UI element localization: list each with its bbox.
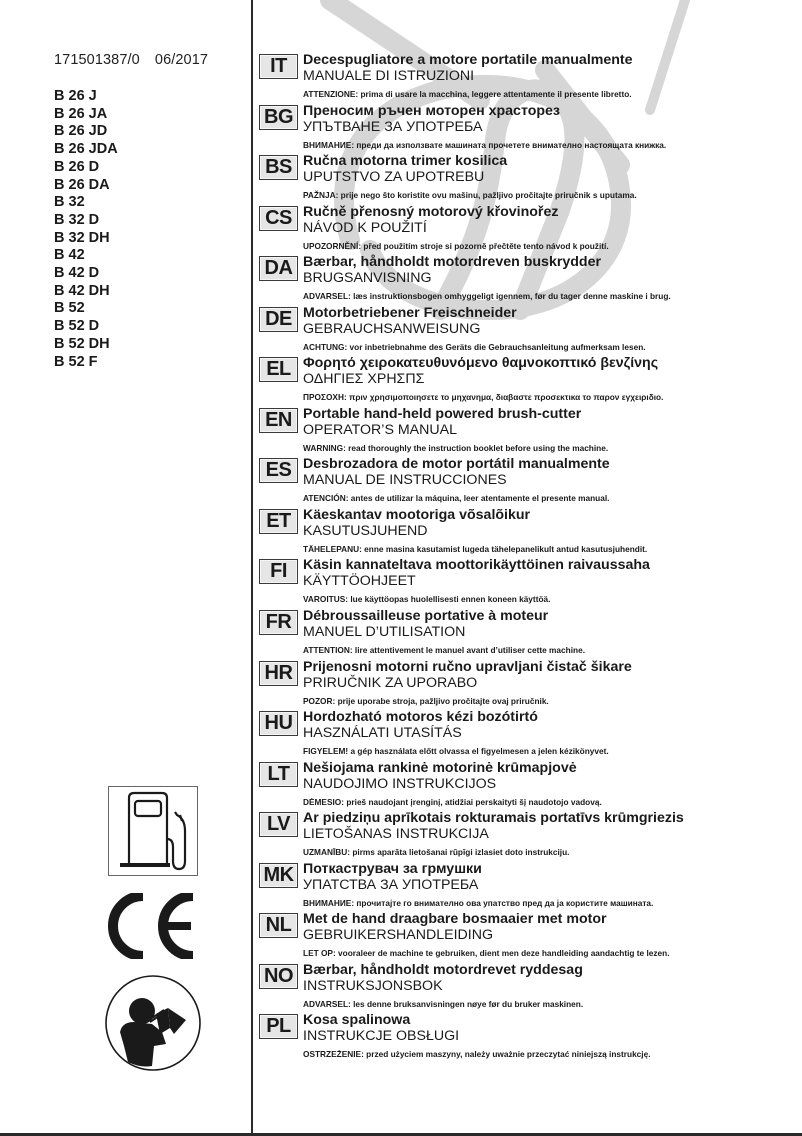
manual-name: GEBRAUCHSANWEISUNG [303,320,481,337]
language-section-it [259,53,799,104]
manual-name: UPUTSTVO ZA UPOTREBU [303,169,485,186]
warning-body: lire attentivement le manuel avant d’utiliser cette machine. [352,645,586,656]
product-title: Decespugliatore a motore portatile manualmente [303,52,633,68]
doc-ref-code: 171501387/0 [54,52,140,68]
language-code-badge: EN [259,408,298,433]
warning-label: UPOZORNĚNÍ: [303,240,362,251]
language-code-badge: BS [259,155,298,180]
model-item: B 42 DH [54,282,110,299]
product-title: Φορητό χειροκατευθυνόμενο θαμνοκοπτικό βενζίνης [303,355,659,372]
warning-body: vooraleer de machine te gebruiken, dient men deze handleiding aandachtig te lezen. [335,948,670,959]
product-title: Motorbetriebener Freischneider [303,304,517,321]
product-title: Prijenosni motorni ručno upravljani čistač šikare [303,658,632,675]
manual-name: NÁVOD K POUŽITÍ [303,219,427,236]
warning-label: ACHTUNG: [303,341,348,352]
doc-date: 06/2017 [154,52,209,68]
language-section-lv [259,811,799,862]
language-section-de [259,306,799,357]
warning-text [303,493,610,503]
language-code-badge: DA [259,256,298,281]
manual-name: BRUGSANVISNING [303,270,432,287]
warning-text [303,696,632,706]
left-column [54,52,244,371]
warning-label: ADVARSEL: [303,998,351,1009]
product-title: Kosa spalinowa [303,1012,411,1029]
warning-label: ВНИМАНИЕ: [303,139,355,150]
manual-name: HASZNÁLATI UTASÍTÁS [303,725,462,742]
language-code-badge: BG [259,105,298,130]
product-title: Hordozható motoros kézi bozótirtó [303,709,538,726]
warning-label: DĖMESIO: [303,796,345,807]
warning-body: prije nego što koristite ovu mašinu, pažljivo pročitajte priručnik s uputama. [338,190,637,201]
product-title: Преносим ръчен моторен храсторез [303,102,560,119]
warning-body: před použitím stroje si pozorně přečtěte tento návod k použití. [361,240,609,251]
model-item: B 26 JA [54,105,108,122]
language-section-fr [259,609,799,660]
warning-label: OSTRZEŻENIE: [303,1049,364,1060]
warning-body: read thoroughly the instruction booklet before using the machine. [345,442,609,453]
model-item: B 32 D [54,211,100,228]
language-code-badge: IT [259,54,298,79]
warning-body: прочитајте го внимателно ова упатство пред да ја користите машината. [354,897,654,908]
warning-body: enne masina kasutamist lugeda tähelepanelikult antud kasutusjuhendit. [361,543,648,554]
manual-name: ΟΔΗΓΙΕΣ ΧΡΗΣΠΣ [303,371,425,388]
language-section-pl [259,1013,799,1064]
language-code-badge: ET [259,509,298,534]
warning-label: WARNING: [303,442,346,453]
language-section-nl [259,912,799,963]
warning-label: ATTENTION: [303,645,353,656]
product-title: Ar piedziņu aprīkotais rokturamais portatīvs krūmgriezis [303,810,684,827]
manual-name: LIETOŠANAS INSTRUKCIJA [303,826,489,843]
model-list [54,88,244,371]
warning-text [303,898,653,908]
language-section-bs [259,154,799,205]
warning-label: LET OP: [303,948,336,959]
model-item: B 32 [54,194,85,211]
warning-body: lue käyttöopas huolellisesti ennen koneen käyttöä. [348,594,551,605]
warning-text [303,291,671,301]
warning-text [303,594,650,604]
warning-body: prieš naudojant įrenginį, atidžiai perskaityti šį naudotojo vadovą. [344,796,602,807]
language-section-hr [259,660,799,711]
language-code-badge: LV [259,812,298,837]
language-code-badge: CS [259,206,298,231]
model-item: B 26 D [54,158,100,175]
language-list [259,53,799,1064]
product-title: Bærbar, håndholdt motordrevet ryddesag [303,961,583,978]
warning-body: antes de utilizar la máquina, leer atentamente el presente manual. [348,493,610,504]
language-section-et [259,508,799,559]
warning-text [303,443,608,453]
warning-label: TÄHELEPANU: [303,543,362,554]
manual-name: NAUDOJIMO INSTRUKCIJOS [303,775,497,792]
product-title: Käeskantav mootoriga võsalõikur [303,506,531,523]
warning-body: преди да използвате машината прочетете внимателно настоящата книжка. [354,139,667,150]
warning-text [303,847,684,857]
language-code-badge: FR [259,610,298,635]
language-code-badge: PL [259,1014,298,1039]
model-item: B 52 F [54,353,98,370]
model-item: B 32 DH [54,229,110,246]
model-item: B 26 J [54,88,97,104]
manual-name: KASUTUSJUHEND [303,522,428,539]
language-section-fi [259,558,799,609]
ce-mark-icon [105,893,197,959]
manual-name: INSTRUKCJE OBSŁUGI [303,1028,460,1045]
language-section-cs [259,205,799,256]
warning-label: ATENCIÓN: [303,493,349,504]
warning-body: πριν χρησιμοποιησετε το μηχανημα, διαβαστε προσεκτικα το παρον εγχειριδιο. [346,392,664,403]
manual-name: УПЪТВАНЕ ЗА УПОТРЕБА [303,118,483,135]
warning-body: przed użyciem maszyny, należy uważnie przeczytać niniejszą instrukcję. [363,1049,651,1060]
read-manual-icon [104,974,202,1072]
warning-label: ATTENZIONE: [303,89,359,99]
product-title: Met de hand draagbare bosmaaier met motor [303,911,607,928]
manual-name: УПАТСТВА ЗА УПОТРЕБА [303,876,479,893]
warning-text [303,241,609,251]
language-code-badge: MK [259,863,298,888]
warning-text [303,140,666,150]
language-section-es [259,457,799,508]
product-title: Поткаструвач за грмушки [303,860,482,877]
warning-label: ADVARSEL: [303,291,351,302]
model-item: B 52 DH [54,335,110,352]
language-section-lt [259,761,799,812]
warning-text [303,948,670,958]
product-title: Portable hand-held powered brush-cutter [303,405,582,422]
model-item: B 42 [54,247,85,264]
warning-text [303,89,633,99]
warning-text [303,999,583,1009]
fuel-pump-icon [108,786,198,876]
warning-label: ВНИМАНИЕ: [303,897,355,908]
model-item: B 42 D [54,265,100,282]
warning-label: UZMANĪBU: [303,847,351,858]
warning-text [303,342,646,352]
warning-label: VAROITUS: [303,594,349,605]
warning-label: POZOR: [303,695,336,706]
language-section-en [259,407,799,458]
document-reference [54,52,244,68]
product-title: Ručna motorna trimer kosilica [303,153,508,170]
language-section-el [259,356,799,407]
model-item: B 26 JDA [54,141,118,158]
language-code-badge: HR [259,661,298,686]
warning-text [303,797,602,807]
language-code-badge: HU [259,711,298,736]
product-title: Bærbar, håndholdt motordreven buskrydder [303,254,601,271]
warning-body: a gép használata előtt olvassa el figyelmesen a jelen kézikönyvet. [348,746,609,757]
manual-name: MANUAL DE INSTRUCCIONES [303,472,507,489]
model-item: B 52 [54,300,85,317]
warning-text [303,190,637,200]
language-code-badge: FI [259,559,298,584]
language-section-bg [259,104,799,155]
warning-text [303,746,609,756]
language-code-badge: NL [259,913,298,938]
warning-label: PAŽNJA: [303,190,339,201]
language-code-badge: DE [259,307,298,332]
manual-name: KÄYTTÖOHJEET [303,573,416,590]
product-title: Desbrozadora de motor portátil manualmente [303,456,610,473]
language-code-badge: NO [259,964,298,989]
manual-name: GEBRUIKERSHANDLEIDING [303,927,493,944]
product-title: Käsin kannateltava moottorikäyttöinen raivaussaha [303,557,650,574]
product-title: Nešiojama rankinė motorinė krūmapjovė [303,759,577,776]
language-section-da [259,255,799,306]
warning-text [303,645,585,655]
warning-body: prima di usare la macchina, leggere attentamente il presente libretto. [358,89,632,99]
manual-name: OPERATOR’S MANUAL [303,421,457,438]
warning-text [303,392,663,402]
manual-name: MANUALE DI ISTRUZIONI [303,68,475,84]
manual-name: PRIRUČNIK ZA UPORABO [303,674,478,691]
model-item: B 52 D [54,318,100,335]
manual-name: MANUEL D’UTILISATION [303,624,466,641]
warning-body: pirms aparāta lietošanai rūpīgi izlasiet doto instrukciju. [350,847,570,858]
warning-body: prije uporabe stroja, pažljivo pročitajte ovaj priručnik. [335,695,549,706]
language-section-mk [259,862,799,913]
manual-name: INSTRUKSJONSBOK [303,977,443,994]
warning-label: FIGYELEM! [303,746,349,757]
language-section-no [259,963,799,1014]
product-title: Débroussailleuse portative à moteur [303,608,549,625]
warning-text [303,1049,651,1059]
warning-body: læs instruktionsbogen omhyggeligt igennem, før du tager denne maskine i brug. [350,291,671,302]
column-divider [251,0,253,1134]
warning-label: ΠΡΟΣΟΧΗ: [303,392,347,403]
warning-text [303,544,647,554]
warning-body: vor inbetriebnahme des Geräts die Gebrauchsanleitung aufmerksam lesen. [347,341,646,352]
language-code-badge: EL [259,357,298,382]
product-title: Ručně přenosný motorový křovinořez [303,203,559,220]
model-item: B 26 DA [54,176,110,193]
model-item: B 26 JD [54,123,108,140]
language-code-badge: LT [259,762,298,787]
language-section-hu [259,710,799,761]
language-code-badge: ES [259,458,298,483]
warning-body: les denne bruksanvisningen nøye før du bruker maskinen. [350,998,584,1009]
